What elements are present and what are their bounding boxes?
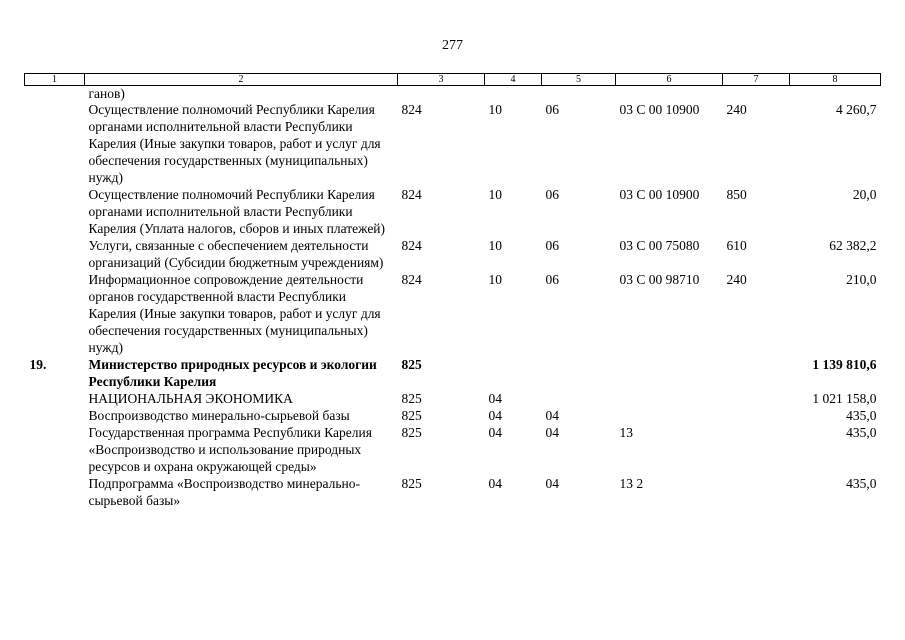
- section-code: 04: [488, 425, 502, 440]
- row-number: [25, 237, 85, 271]
- row-amount: 20,0: [852, 187, 877, 202]
- row-number: [25, 407, 85, 424]
- expense-type-code: 610: [726, 238, 747, 253]
- row-amount: [790, 86, 881, 102]
- table-row: [25, 86, 881, 102]
- row-amount: 62 382,2: [829, 238, 877, 253]
- row-name: НАЦИОНАЛЬНАЯ ЭКОНОМИКА: [88, 391, 293, 406]
- column-number: 3: [398, 74, 485, 86]
- row-number: 19.: [29, 357, 47, 372]
- subsection-code: 06: [545, 238, 559, 253]
- expense-type-code: [723, 407, 790, 424]
- row-number: [25, 86, 85, 102]
- target-article-code: 13 2: [619, 476, 644, 491]
- section-code: 10: [488, 102, 502, 117]
- target-article-code: [616, 356, 723, 390]
- row-name: Подпрограмма «Воспроизводство минерально-сырьевой базы»: [88, 476, 360, 508]
- row-name: Информационное сопровождение деятельности органов государственной власти Республики Карелия (Иные закупки товаров, работ и услуг для обеспечения государственных (муниципальных) нужд): [88, 272, 381, 355]
- column-number-header-row: [25, 74, 881, 86]
- ministry-code: 824: [401, 272, 422, 287]
- section-code: 04: [488, 391, 502, 406]
- row-number: [25, 186, 85, 237]
- row-amount: 435,0: [846, 408, 877, 423]
- section-code: 10: [488, 238, 502, 253]
- column-number: 1: [25, 74, 85, 86]
- ministry-code: [398, 86, 485, 102]
- ministry-code: 825: [401, 391, 422, 406]
- subsection-code: [542, 390, 616, 407]
- ministry-code: 825: [401, 476, 422, 491]
- expense-type-code: [723, 475, 790, 509]
- column-number: 4: [485, 74, 542, 86]
- subsection-code: [542, 86, 616, 102]
- column-number: 5: [542, 74, 616, 86]
- row-name: ганов): [88, 86, 125, 101]
- target-article-code: 03 С 00 98710: [619, 272, 700, 287]
- expense-type-code: [723, 424, 790, 475]
- table-row: [25, 101, 881, 186]
- row-name: Государственная программа Республики Карелия «Воспроизводство и использование природных ресурсов и охрана окружающей среды»: [88, 425, 372, 474]
- ministry-code: 824: [401, 238, 422, 253]
- table-row: [25, 424, 881, 475]
- expense-type-code: 240: [726, 272, 747, 287]
- subsection-code: [542, 356, 616, 390]
- subsection-code: 04: [545, 408, 559, 423]
- section-code: 10: [488, 272, 502, 287]
- row-amount: 435,0: [846, 425, 877, 440]
- ministry-row: [25, 356, 881, 390]
- target-article-code: 03 С 00 10900: [619, 102, 700, 117]
- row-amount: 4 260,7: [836, 102, 877, 117]
- target-article-code: [616, 390, 723, 407]
- row-name: Услуги, связанные с обеспечением деятельности организаций (Субсидии бюджетным учреждениям): [88, 238, 384, 270]
- subsection-code: 06: [545, 102, 559, 117]
- target-article-code: [616, 86, 723, 102]
- subsection-code: 04: [545, 476, 559, 491]
- row-number: [25, 424, 85, 475]
- column-number: 6: [616, 74, 723, 86]
- row-number: [25, 475, 85, 509]
- column-number: 8: [790, 74, 881, 86]
- ministry-code: 824: [401, 187, 422, 202]
- section-code: [485, 86, 542, 102]
- expense-type-code: [723, 356, 790, 390]
- row-name: Осуществление полномочий Республики Карелия органами исполнительной власти Республики Карелия (Уплата налогов, сборов и иных платежей): [88, 187, 386, 236]
- table-row: [25, 271, 881, 356]
- subsection-code: 04: [545, 425, 559, 440]
- ministry-code: 824: [401, 102, 422, 117]
- expense-type-code: 240: [726, 102, 747, 117]
- target-article-code: [616, 407, 723, 424]
- expense-type-code: [723, 86, 790, 102]
- row-amount: 210,0: [846, 272, 877, 287]
- ministry-code: 825: [401, 425, 422, 440]
- expense-type-code: 850: [726, 187, 747, 202]
- column-number: 2: [85, 74, 398, 86]
- row-name: Министерство природных ресурсов и экологии Республики Карелия: [88, 357, 377, 389]
- budget-table: [24, 73, 881, 509]
- page-number: 277: [442, 38, 463, 53]
- row-number: [25, 101, 85, 186]
- section-code: 04: [488, 408, 502, 423]
- row-number: [25, 390, 85, 407]
- row-amount: 1 021 158,0: [812, 391, 877, 406]
- subsection-code: 06: [545, 187, 559, 202]
- row-amount: 1 139 810,6: [812, 357, 877, 372]
- table-row: [25, 407, 881, 424]
- table-row: [25, 390, 881, 407]
- row-number: [25, 271, 85, 356]
- section-code: [485, 356, 542, 390]
- row-name: Воспроизводство минерально-сырьевой базы: [88, 408, 350, 423]
- table-row: [25, 237, 881, 271]
- expense-type-code: [723, 390, 790, 407]
- table-row: [25, 475, 881, 509]
- row-name: Осуществление полномочий Республики Карелия органами исполнительной власти Республики Карелия (Иные закупки товаров, работ и услуг для обеспечения государственных (муниципальных) нужд): [88, 102, 381, 185]
- subsection-code: 06: [545, 272, 559, 287]
- ministry-code: 825: [401, 357, 422, 372]
- ministry-code: 825: [401, 408, 422, 423]
- row-amount: 435,0: [846, 476, 877, 491]
- section-code: 10: [488, 187, 502, 202]
- table-row: [25, 186, 881, 237]
- target-article-code: 03 С 00 75080: [619, 238, 700, 253]
- section-code: 04: [488, 476, 502, 491]
- target-article-code: 13: [619, 425, 633, 440]
- column-number: 7: [723, 74, 790, 86]
- target-article-code: 03 С 00 10900: [619, 187, 700, 202]
